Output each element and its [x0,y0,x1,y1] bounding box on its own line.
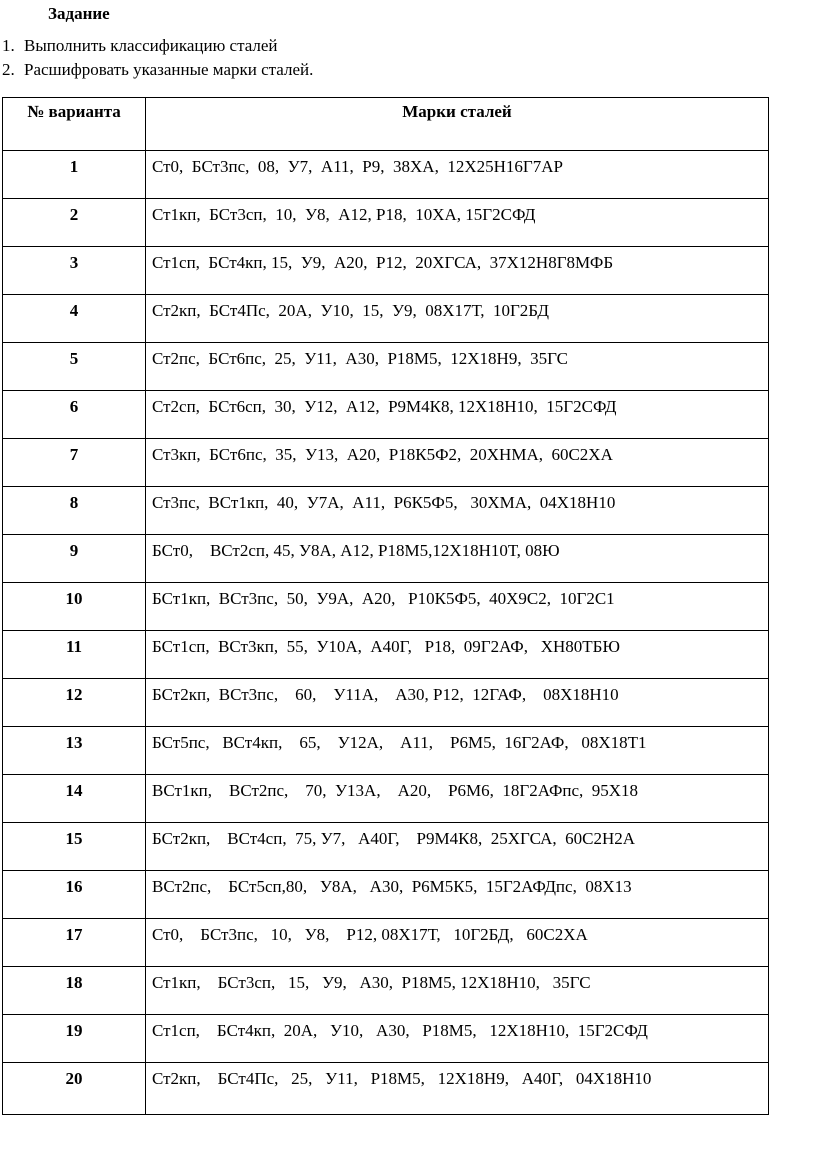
variant-number: 8 [3,487,146,535]
steel-grades-cell: Ст1сп, БСт4кп, 20А, У10, А30, Р18М5, 12Х18Н10, 15Г2СФД [146,1015,769,1063]
steel-grades-cell: БСт1кп, ВСт3пс, 50, У9А, А20, Р10К5Ф5, 40Х9С2, 10Г2С1 [146,583,769,631]
steel-grades-cell: БСт0, ВСт2сп, 45, У8А, А12, Р18М5,12Х18Н10Т, 08Ю [146,535,769,583]
table-row [3,631,769,679]
steel-grades-cell: Ст2сп, БСт6сп, 30, У12, А12, Р9М4К8, 12Х18Н10, 15Г2СФД [146,391,769,439]
table-row [3,583,769,631]
variant-number: 18 [3,967,146,1015]
variant-number: 14 [3,775,146,823]
variant-number: 5 [3,343,146,391]
table-row [3,439,769,487]
variant-number: 19 [3,1015,146,1063]
header-variant: № варианта [3,98,146,151]
variant-number: 1 [3,151,146,199]
steel-grades-cell: Ст0, БСт3пс, 10, У8, Р12, 08Х17Т, 10Г2БД, 60С2ХА [146,919,769,967]
task-text: Выполнить классификацию сталей [24,36,278,55]
task-number: 1. [2,36,15,55]
steel-grades-cell: Ст1сп, БСт4кп, 15, У9, А20, Р12, 20ХГСА, 37Х12Н8Г8МФБ [146,247,769,295]
table-row [3,871,769,919]
variant-number: 6 [3,391,146,439]
steel-grades-cell: Ст2пс, БСт6пс, 25, У11, А30, Р18М5, 12Х18Н9, 35ГС [146,343,769,391]
steel-grades-cell: БСт2кп, ВСт4сп, 75, У7, А40Г, Р9М4К8, 25ХГСА, 60С2Н2А [146,823,769,871]
task-number: 2. [2,60,15,79]
steel-grades-cell: Ст1кп, БСт3сп, 10, У8, А12, Р18, 10ХА, 15Г2СФД [146,199,769,247]
variant-number: 9 [3,535,146,583]
variant-number: 3 [3,247,146,295]
variant-number: 2 [3,199,146,247]
steel-grades-table [2,97,769,1115]
variant-number: 7 [3,439,146,487]
table-row [3,151,769,199]
table-row [3,199,769,247]
variant-number: 15 [3,823,146,871]
task-text: Расшифровать указанные марки сталей. [24,60,314,79]
table-row [3,487,769,535]
steel-grades-cell: Ст3кп, БСт6пс, 35, У13, А20, Р18К5Ф2, 20ХНМА, 60С2ХА [146,439,769,487]
steel-grades-cell: Ст2кп, БСт4Пс, 25, У11, Р18М5, 12Х18Н9, А40Г, 04Х18Н10 [146,1063,769,1115]
table-row [3,391,769,439]
variant-number: 10 [3,583,146,631]
variant-number: 13 [3,727,146,775]
variant-number: 17 [3,919,146,967]
table-row [3,535,769,583]
steel-grades-cell: ВСт2пс, БСт5сп,80, У8А, А30, Р6М5К5, 15Г2АФДпс, 08Х13 [146,871,769,919]
table-row [3,679,769,727]
table-row [3,967,769,1015]
variant-number: 16 [3,871,146,919]
table-row [3,247,769,295]
table-row [3,343,769,391]
steel-grades-cell: Ст1кп, БСт3сп, 15, У9, А30, Р18М5, 12Х18Н10, 35ГС [146,967,769,1015]
table-row [3,295,769,343]
table-row [3,1015,769,1063]
steel-grades-cell: БСт5пс, ВСт4кп, 65, У12А, А11, Р6М5, 16Г2АФ, 08Х18Т1 [146,727,769,775]
table-header-row [3,98,769,151]
steel-grades-cell: Ст0, БСт3пс, 08, У7, А11, Р9, 38ХА, 12Х25Н16Г7АР [146,151,769,199]
table-row [3,823,769,871]
variant-number: 12 [3,679,146,727]
steel-grades-cell: Ст3пс, ВСт1кп, 40, У7А, А11, Р6К5Ф5, 30ХМА, 04Х18Н10 [146,487,769,535]
variant-number: 20 [3,1063,146,1115]
table-row [3,919,769,967]
table-row [3,775,769,823]
table-row [3,1063,769,1115]
variant-number: 11 [3,631,146,679]
steel-grades-cell: ВСт1кп, ВСт2пс, 70, У13А, А20, Р6М6, 18Г2АФпс, 95Х18 [146,775,769,823]
steel-grades-cell: Ст2кп, БСт4Пс, 20А, У10, 15, У9, 08Х17Т, 10Г2БД [146,295,769,343]
table-row [3,727,769,775]
header-steel-grades: Марки сталей [146,98,769,151]
page-title: Задание [48,4,110,23]
steel-grades-cell: БСт1сп, ВСт3кп, 55, У10А, А40Г, Р18, 09Г2АФ, ХН80ТБЮ [146,631,769,679]
steel-grades-cell: БСт2кп, ВСт3пс, 60, У11А, А30, Р12, 12ГАФ, 08Х18Н10 [146,679,769,727]
variant-number: 4 [3,295,146,343]
